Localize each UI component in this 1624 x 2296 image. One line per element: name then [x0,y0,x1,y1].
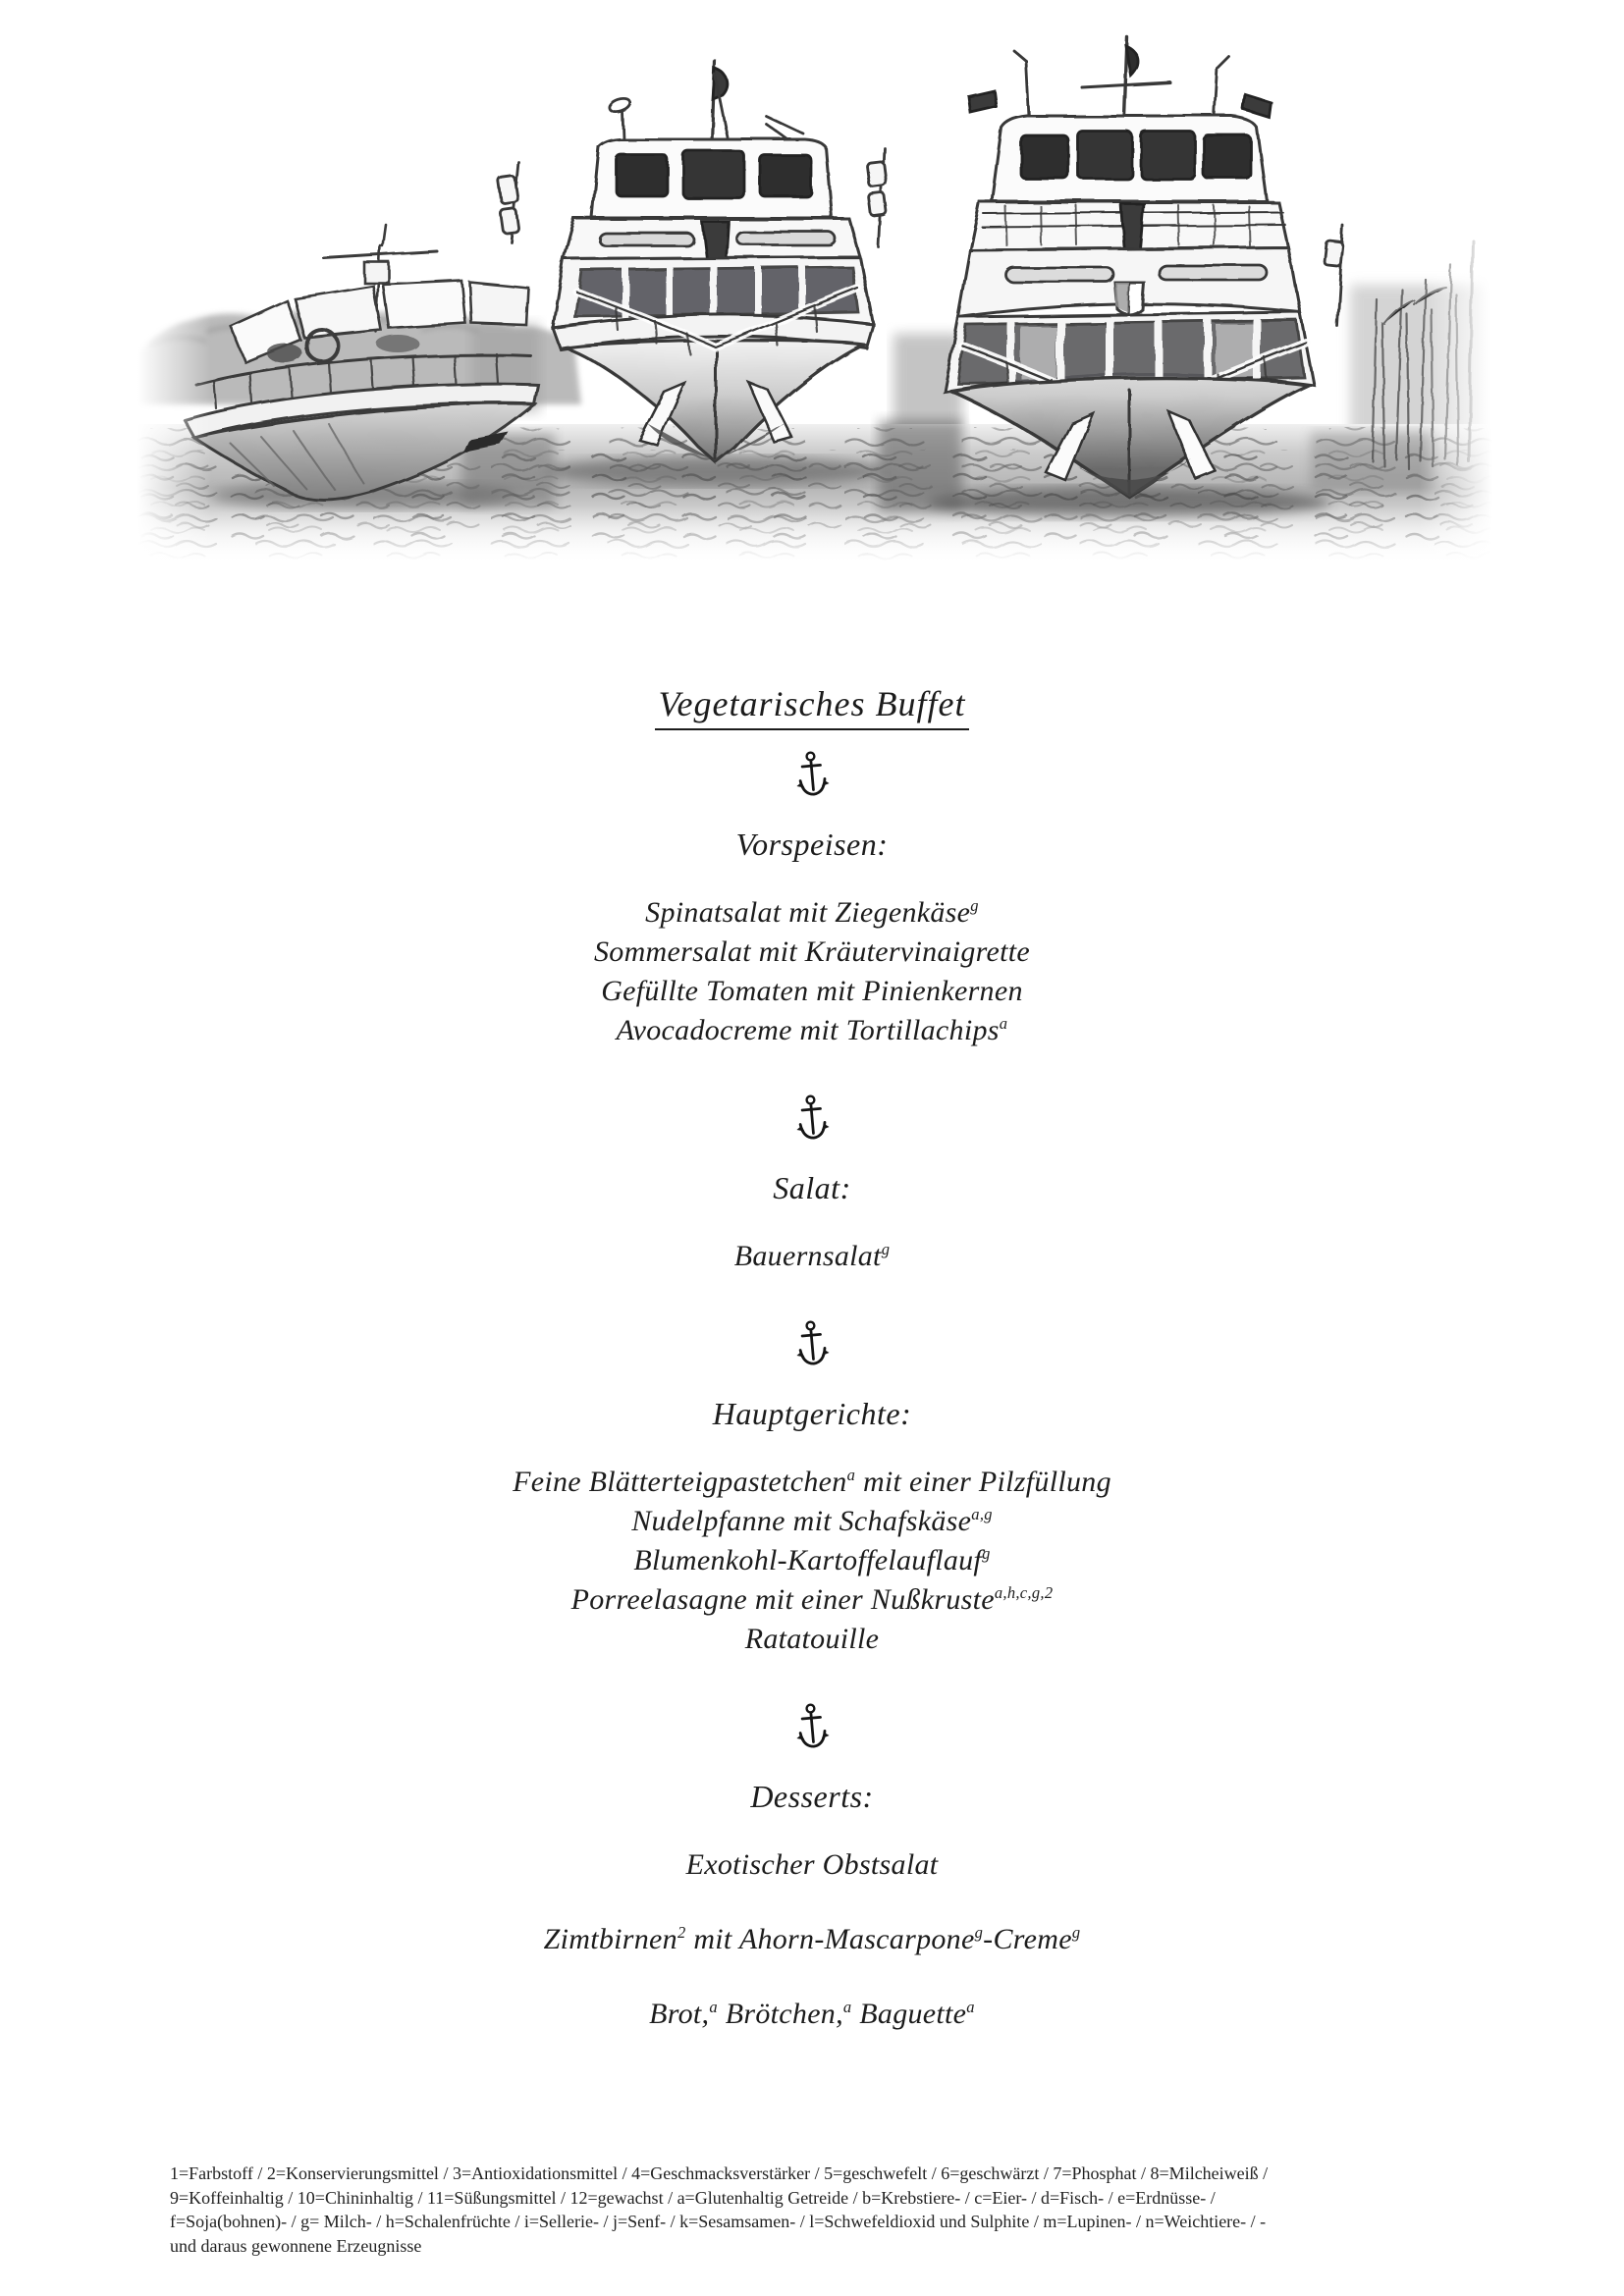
section-heading: Desserts: [750,1779,874,1814]
section-heading: Salat: [773,1170,851,1205]
section-items [0,1463,1624,1659]
footnote-line: 9=Koffeinhaltig / 10=Chininhaltig / 11=Süßungsmittel / 12=gewachst / a=Glutenhaltig Getreide / b=Krebstiere- / c=Eier- / d=Fisch- / e=Erdnüsse- / [170,2187,1216,2208]
menu-item: Feine Blätterteigpastetchen$^a$ mit einer Pilzfüllung [513,1466,1111,1498]
anchor-icon [792,1702,832,1749]
footnote-line: und daraus gewonnene Erzeugnisse [170,2235,422,2256]
footnote-line: 1=Farbstoff / 2=Konservierungsmittel / 3=Antioxidationsmittel / 4=Geschmacksverstärker / 5=geschwefelt / 6=geschwärzt / 7=Phosphat / 8=Milcheiweiß / [170,2163,1269,2183]
anchor-icon [792,1094,832,1141]
menu-item: Avocadocreme mit Tortillachips$^a$ [616,1014,1008,1046]
menu-item: Brot,$^a$ Brötchen,$^a$ Baguette$^a$ [649,1998,975,2030]
boats-sketch-image [137,0,1492,564]
menu-item: Exotischer Obstsalat [685,1848,939,1881]
anchor-divider [0,750,1624,797]
menu-item: Nudelpfanne mit Schafskäse$^{a,g}$ [631,1505,993,1537]
section-items [0,1237,1624,1276]
section-heading: Vorspeisen: [735,827,889,862]
anchor-divider [0,1702,1624,1749]
menu-item: Ratatouille [744,1623,880,1655]
menu-item: Spinatsalat mit Ziegenkäse$^g$ [645,896,979,929]
footnote-line: f=Soja(bohnen)- / g= Milch- / h=Schalenfrüchte / i=Sellerie- / j=Senf- / k=Sesamsamen- / l=Schwefeldioxid und Sulphite / m=Lupinen- / n=Weichtiere- / - [170,2212,1267,2231]
menu-sections [0,750,1624,2034]
boats-sketch-svg [137,0,1492,564]
anchor-icon [792,750,832,797]
anchor-icon [792,1319,832,1366]
anchor-divider [0,1319,1624,1366]
menu-item: Bauernsalat$^g$ [733,1240,891,1272]
title-wrap [0,681,1624,726]
anchor-divider [0,1094,1624,1141]
menu-item: Zimtbirnen$^2$ mit Ahorn-Mascarpone$^g$-Creme$^g$ [543,1923,1081,1955]
menu-item: Gefüllte Tomaten mit Pinienkernen [601,975,1023,1007]
menu-item: Blumenkohl-Kartoffelauflauf$^g$ [633,1544,991,1576]
section-items [0,893,1624,1050]
menu-item: Sommersalat mit Kräutervinaigrette [593,935,1031,968]
menu-content [0,681,1624,2077]
section-items [0,1845,1624,2034]
section-heading: Hauptgerichte: [712,1396,912,1431]
menu-item: Porreelasagne mit einer Nußkruste$^{a,h,c,g,2}$ [570,1583,1054,1616]
allergen-footnotes [170,2162,1495,2258]
page-title: Vegetarisches Buffet [655,681,970,730]
